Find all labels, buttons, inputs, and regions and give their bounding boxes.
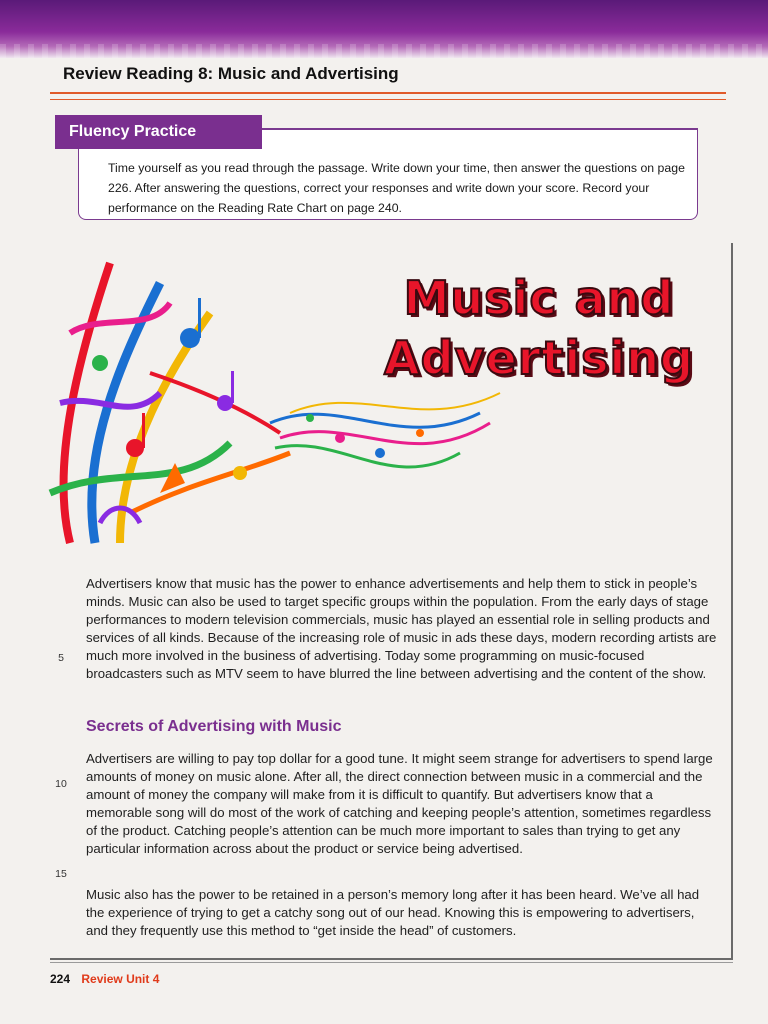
line-number: 5	[58, 652, 64, 664]
footer-rule-thin	[50, 962, 733, 963]
paragraph-3: Music also has the power to be retained in a person’s memory long after it has been heard. We’ve all had the experience of trying to get a catchy song out of our head. Knowing this is empowering to advertisers, and they frequently use this method to “get inside the head” of customers.	[86, 887, 700, 938]
page-number: 224	[50, 972, 71, 986]
article-headline	[374, 268, 704, 388]
paragraph-2: Advertisers are willing to pay top dollar for a good tune. It might seem strange for advertisers to spend large amounts of money on music alone. After all, the direct connection between music in a commercial and the amount of money the company will make from it is difficult to quantify. But advertisers know that a memorable song will do most of the work of catching and keeping people’s attention, sometimes regardless of the product. Catching people’s attention can be much more important to sales than trying to get any particular information across about the product or service being advertised.	[86, 751, 713, 856]
header-rule-thin	[50, 99, 726, 100]
header-decorative-band	[0, 0, 768, 58]
right-margin-rule	[731, 243, 733, 958]
fluency-box-top-border	[262, 128, 697, 130]
header-rule	[50, 92, 726, 94]
line-number: 10	[55, 778, 67, 790]
fluency-practice-tab: Fluency Practice	[55, 115, 262, 149]
line-number: 15	[55, 868, 67, 880]
headline-line-2: Advertising	[384, 331, 694, 385]
section-heading: Secrets of Advertising with Music	[86, 718, 342, 735]
page-title: Review Reading 8: Music and Advertising	[63, 64, 399, 83]
paragraph-1: Advertisers know that music has the power to enhance advertisements and help them to stick in people’s minds. Music can also be used to target specific groups within the population. From the early days of stage performances to modern television commercials, music has played an essential role in selling products and services of all kinds. Because of the increasing role of music in ads these days, modern recording artists are much more involved in the business of advertising. Today some programming on music-focused broadcasters such as MTV seem to have blurred the line between advertising and the content of the show.	[86, 576, 717, 681]
footer-rule	[50, 958, 733, 960]
fluency-instructions: Time yourself as you read through the passage. Write down your time, then answer the questions on page 226. After answering the questions, correct your responses and write down your score. Record your performance on the Reading Rate Chart on page 240.	[108, 161, 685, 215]
page-footer	[50, 972, 159, 986]
unit-label: Review Unit 4	[81, 972, 160, 986]
headline-line-1: Music and	[403, 271, 675, 325]
